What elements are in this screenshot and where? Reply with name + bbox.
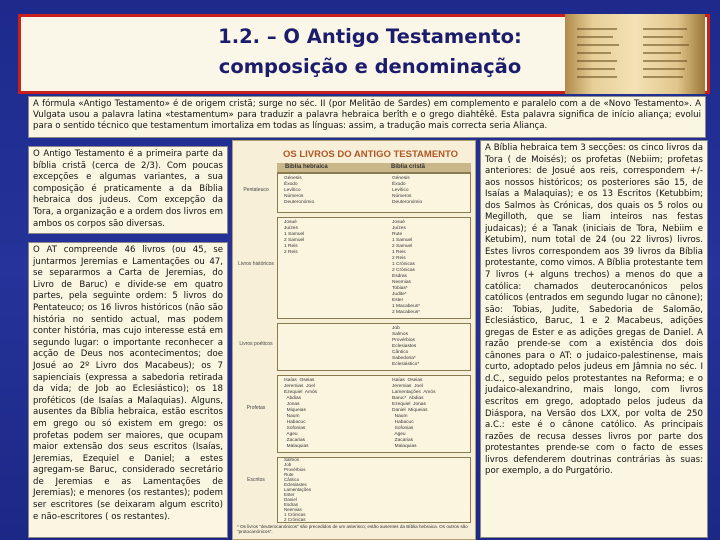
group-escritos (277, 457, 471, 523)
slide-title (150, 22, 590, 82)
col-hebrew-title: Bíblia hebraica (285, 164, 328, 170)
left-text-box-1: O Antigo Testamento é a primeira parte da bíblia cristã (cerca de 2/3). Com poucas excepções e algumas variantes, a sua composição é praticamente a da Bíblia hebraica dos judeus. Com excepção da Tora, a organização e a ordem dos livros em ambos os corpos são diversas. (28, 146, 228, 234)
g3-christian: Job Salmos Provérbios Eclesiastes Cântico Sabedoria* Eclesiástico* (392, 326, 420, 367)
group-historicos (277, 217, 471, 319)
label-poeticos: Livros poéticos (239, 341, 273, 347)
g1-hebrew: Génesis Êxodo Levítico Números Deuteronómio (284, 176, 315, 205)
slide-title-line1: 1.2. – O Antigo Testamento: (218, 25, 522, 48)
figure-heading: OS LIVROS DO ANTIGO TESTAMENTO (283, 149, 459, 160)
g5-hebrew: Salmos Job Provérbios Rute Cântico Eclesiastes Lamentações Ester Daniel Esdras Neemias 1 Crónicas 2 Crónicas (284, 457, 312, 522)
slide-title-line2: composição e denominação (218, 55, 522, 78)
group-poeticos (277, 323, 471, 371)
g2-christian: Josué Juízes Rute 1 Samuel 2 Samuel 1 Reis 2 Reis 1 Crónicas 2 Crónicas Esdras Neemias Tobias* Judite* Ester 1 Macabeus* 2 Macabeus* (392, 220, 420, 315)
figure-footnote: * Os livros "deuterocanónicos" são precedidos de um asterisco; estão ausentes da Bíblia hebraica. Os outros são "protocanónicos". (237, 523, 468, 535)
g2-hebrew: Josué Juízes 1 Samuel 2 Samuel 1 Reis 2 Reis (284, 220, 305, 255)
label-profetas: Profetas (246, 405, 266, 411)
col-christian-title: Bíblia cristã (391, 164, 426, 170)
right-text-box: A Bíblia hebraica tem 3 secções: os cinco livros da Tora ( de Moisés); os profetas (Nebiim; profetas anteriores: de Josué aos reis, correspondem +/- aos nossos históricos; os posteriores são 15, de Isaías a Malaquias); e os 13 Escritos (Ketubbim; dos Salmos às Crónicas, dos quais os 5 rolos ou Megilloth, que se liam inteiros nas festas judaicas); é a Tanak (iniciais de Tora, Nebiim e Ketubim), num total de 24 (ou 22 livros) livros. Estes livros correspondem aos 39 livros da Bíblia protestante, como vimos. A Bíblia protestante tem 7 livros (+ alguns trechos) a menos do que a católica: chamados deuterocanónicos pelos católicos (entrados em segundo lugar no cânone); são: Tobias, Judite, Sabedoria de Salomão, Eclesiástico, Baruc, 1 e 2 Macabeus, adições gregas de Ester e as adições gregas de Daniel. A razão prende-se com a existência dos dois cânones para o AT: o judaico-palestinense, mais curto, adoptado pelos judeus em Jâmnia no séc. I d.C., seguido pelos protestantes na Reforma; e o judaico-alexandrino, mais longo, com livros escritos em grego, adoptado pelos judeus da Diáspora, na Versão dos LXX, por volta de 250 a.C.: este é o cânone católico. As principais razões de recusa desses livros por parte dos protestantes prende-se com o facto de esses livros defenderem doutrinas contrárias às suas: por exemplo, a do Purgatório. (480, 140, 708, 538)
group-profetas (277, 375, 471, 453)
label-escritos: Escritos (247, 477, 265, 483)
label-historicos: Livros históricos (238, 261, 274, 267)
g4-christian: Isaías Oseias Jeremias Joel Lamentações Amós Baruc* Abdias Ezequiel Jonas Daniel Miqueias Naum Habacuc Sofonias Ageu Zacarias Malaquias (392, 378, 436, 449)
books-table-figure (232, 140, 476, 540)
left-text-box-2: O AT compreende 46 livros (ou 45, se juntarmos Jeremias e Lamentações ou 47, se separarmos a Carta de Jeremias, do Livro de Baruc) e divide-se em quatro partes, pela seguinte ordem: 5 livros do Pentateuco; os 16 livros históricos (não são história no sentido actual, mas podem conter história, mas cujo interesse está em segundo lugar: o importante reconhecer a acção de Deus nos acontecimentos; doe Josué ao 2º Livro dos Macabeus); os 7 sapienciais (expressa a sabedoria retirada da vida; de Job ao Eclesiástico); os 18 proféticos (de Isaías a Malaquias). Alguns, ausentes da Bíblia hebraica, estão escritos em grego ou só existem em grego: os profetas podem ser maiores, que ocupam maior extensão dos seus escritos (Isaías, Jeremias, Ezequiel e Daniel; a estes agregam-se Baruc, considerado secretário de Jeremias e as Lamentações de Jeremias); e menores (os restantes); podem ser escritores (se deixaram algum escrito) e não-escritores ( os restantes). (28, 242, 228, 538)
g1-christian: Génesis Êxodo Levítico Números Deuteronómio (392, 176, 423, 205)
scroll-manuscript-image (565, 14, 705, 94)
group-pentateuco (277, 173, 471, 213)
g4-hebrew: Isaías Oseias Jeremias Joel Ezequiel Amós Abdias Jonas Miqueias Naum Habacuc Sofonias Ageu Zacarias Malaquias (284, 378, 318, 449)
label-pentateuco: Pentateuco (243, 187, 269, 193)
intro-text-box: A fórmula «Antigo Testamento» é de origem cristã; surge no séc. II (por Melitão de Sardes) em complemento e paralelo com a de «Novo Testamento». A Vulgata usou a palavra latina «testamentum» para traduzir a palavra hebraica berîth e o grego diahtêkê. Esta palavra significa de início aliança; evolui para o sentido técnico que testamentum imortaliza em todas as línguas: assim, a tradução mais correcta seria Aliança. (28, 96, 706, 138)
